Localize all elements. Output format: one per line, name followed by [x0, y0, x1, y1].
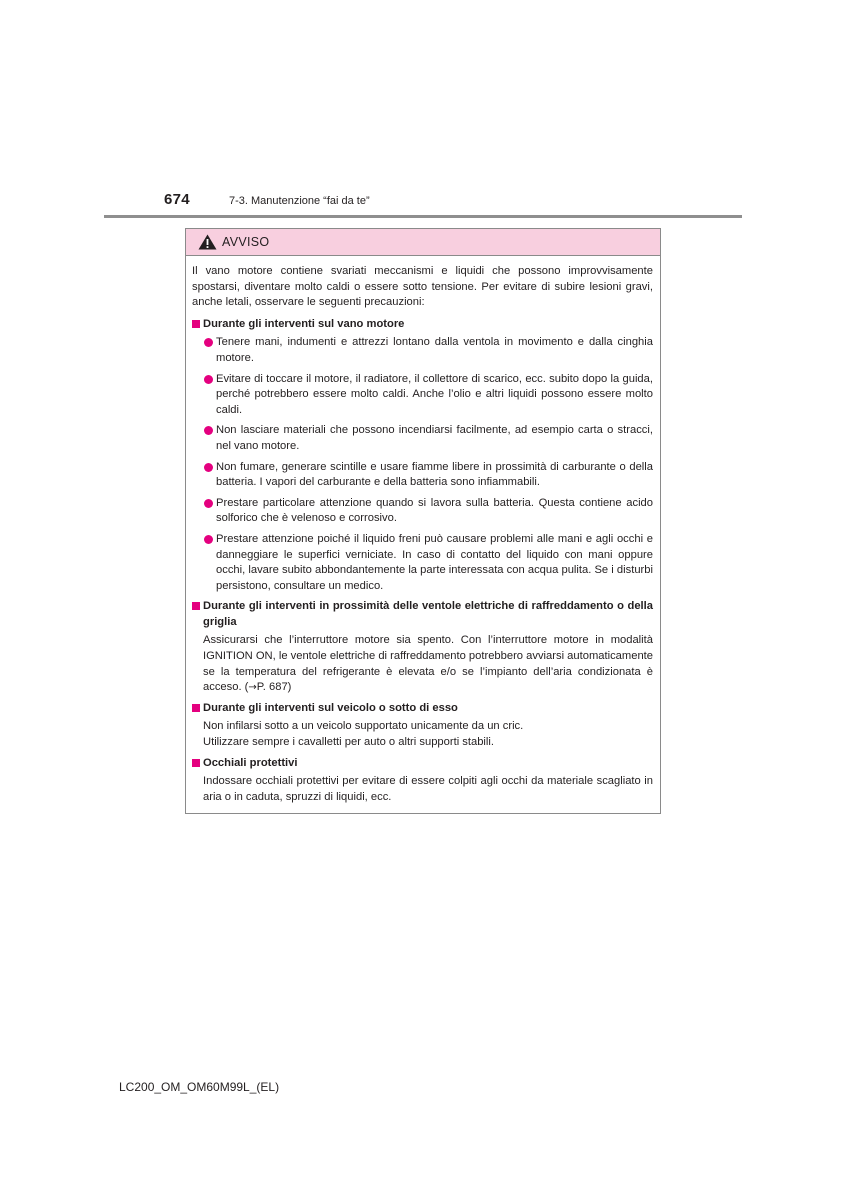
warning-triangle-icon [198, 234, 217, 250]
bullet-list [192, 335, 653, 594]
section-heading: Durante gli interventi in prossimità delle ventole elettriche di raffreddamento o della griglia [192, 599, 653, 630]
dot-bullet-icon [204, 338, 213, 347]
dot-bullet-icon [204, 535, 213, 544]
header-rule [104, 215, 742, 218]
section-heading: Durante gli interventi sul veicolo o sotto di esso [192, 701, 653, 717]
dot-bullet-icon [204, 375, 213, 384]
section-text: Assicurarsi che l’interruttore motore sia spento. Con l’interruttore motore in modalità IGNITION ON, le ventole elettriche di raffreddamento potrebbero avviarsi automaticamente se la temperatura del refrigerante è elevata e/o se l’impianto dell’aria condizionata è acceso. (→P. 687) [203, 634, 653, 694]
section-title: 7-3. Manutenzione “fai da te” [229, 195, 370, 207]
page-reference-link[interactable]: P. 687) [256, 681, 292, 694]
section-heading: Occhiali protettivi [192, 756, 653, 772]
warning-intro: Il vano motore contiene svariati meccanismi e liquidi che possono improvvisamente spostarsi, diventare molto caldi o essere sotto tensione. Per evitare di subire lesioni gravi, anche letali, osservare le seguenti precauzioni: [192, 265, 653, 309]
section-engine-compartment [192, 317, 653, 595]
section-under-vehicle [192, 701, 653, 751]
page-number: 674 [164, 191, 190, 208]
warning-title: AVVISO [222, 235, 270, 249]
list-item: Evitare di toccare il motore, il radiatore, il collettore di scarico, ecc. subito dopo la guida, perché potrebbero essere molto caldi. Anche l’olio e altri liquidi possono essere molto caldi. [204, 372, 653, 419]
section-text: Non infilarsi sotto a un veicolo supportato unicamente da un cric. Utilizzare sempre i cavalletti per auto o altri supporti stabili. [203, 720, 524, 749]
dot-bullet-icon [204, 426, 213, 435]
square-bullet-icon [192, 602, 200, 610]
list-item: Non lasciare materiali che possono incendiarsi facilmente, ad esempio carta o stracci, nel vano motore. [204, 423, 653, 454]
arrow-right-icon: → [248, 682, 257, 694]
document-code: LC200_OM_OM60M99L_(EL) [119, 1080, 280, 1094]
warning-body [186, 256, 660, 805]
list-item: Tenere mani, indumenti e attrezzi lontano dalla ventola in movimento e dalla cinghia motore. [204, 335, 653, 366]
list-item: Prestare attenzione poiché il liquido freni può causare problemi alle mani e agli occhi e danneggiare le superfici verniciate. In caso di contatto del liquido con mani oppure occhi, lavare subito abbondantemente la parte interessata con acqua pulita. Se i disturbi persistono, consultare un medico. [204, 532, 653, 594]
section-text: Indossare occhiali protettivi per evitare di essere colpiti agli occhi da materiale scagliato in aria o in caduta, spruzzi di liquidi, ecc. [203, 775, 653, 803]
list-item: Non fumare, generare scintille e usare fiamme libere in prossimità di carburante o della batteria. I vapori del carburante e della batteria sono infiammabili. [204, 460, 653, 491]
section-cooling-fans [192, 599, 653, 696]
section-heading: Durante gli interventi sul vano motore [192, 317, 653, 333]
square-bullet-icon [192, 759, 200, 767]
dot-bullet-icon [204, 463, 213, 472]
dot-bullet-icon [204, 499, 213, 508]
warning-header [186, 229, 660, 256]
square-bullet-icon [192, 704, 200, 712]
warning-box [185, 228, 661, 814]
section-protective-glasses [192, 756, 653, 806]
square-bullet-icon [192, 320, 200, 328]
list-item: Prestare particolare attenzione quando si lavora sulla batteria. Questa contiene acido solforico che è velenoso e corrosivo. [204, 496, 653, 527]
